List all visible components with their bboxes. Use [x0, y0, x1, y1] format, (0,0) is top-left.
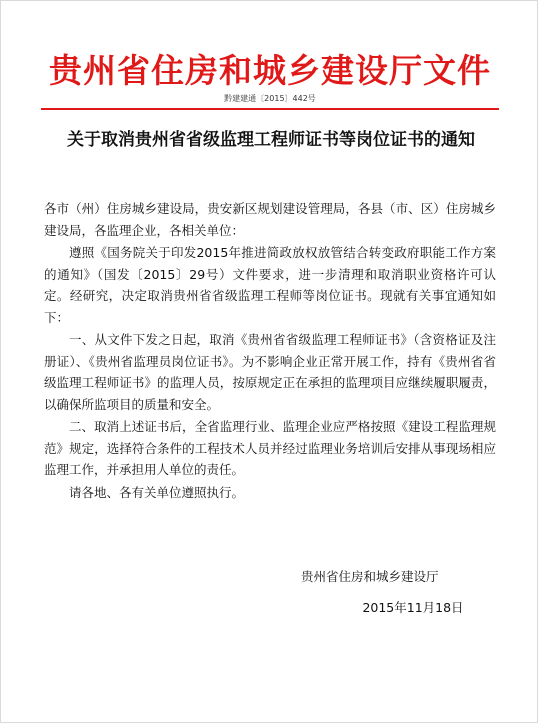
notice-body — [44, 198, 496, 504]
body-paragraph-1: 遵照《国务院关于印发2015年推进简政放权放管结合转变政府职能工作方案的通知》（国发〔2015〕29号）文件要求，进一步清理和取消职业资格许可认定。经研究，决定取消贵州省省级监理工程师等岗位证书。现就有关事宜通知如下： — [44, 245, 496, 325]
issuer-name: 贵州省住房和城乡建设厅 — [301, 569, 439, 584]
document-header-title: 贵州省住房和城乡建设厅文件 — [49, 51, 491, 90]
issue-date: 2015年11月18日 — [362, 600, 464, 615]
body-paragraph-2: 一、从文件下发之日起，取消《贵州省省级监理工程师证书》（含资格证及注册证）、《贵州省监理员岗位证书》。为不影响企业正常开展工作，持有《贵州省省级监理工程师证书》的监理人员，按原规定正在承担的监理项目应继续履职履责，以确保所监项目的质量和安全。 — [44, 332, 496, 412]
recipients-paragraph: 各市（州）住房城乡建设局，贵安新区规划建设管理局，各县（市、区）住房城乡建设局，各监理企业，各相关单位： — [44, 201, 496, 238]
red-divider-line — [41, 108, 499, 110]
body-paragraph-4: 请各地、各有关单位遵照执行。 — [69, 484, 245, 500]
notice-title: 关于取消贵州省省级监理工程师证书等岗位证书的通知 — [67, 130, 475, 150]
body-paragraph-3: 二、取消上述证书后，全省监理行业、监理企业应严格按照《建设工程监理规范》规定，选择符合条件的工程技术人员并经过监理业务培训后安排从事现场相应监理工作，并承担用人单位的责任。 — [44, 419, 496, 477]
document-number: 黔建建通〔2015〕442号 — [224, 94, 316, 103]
